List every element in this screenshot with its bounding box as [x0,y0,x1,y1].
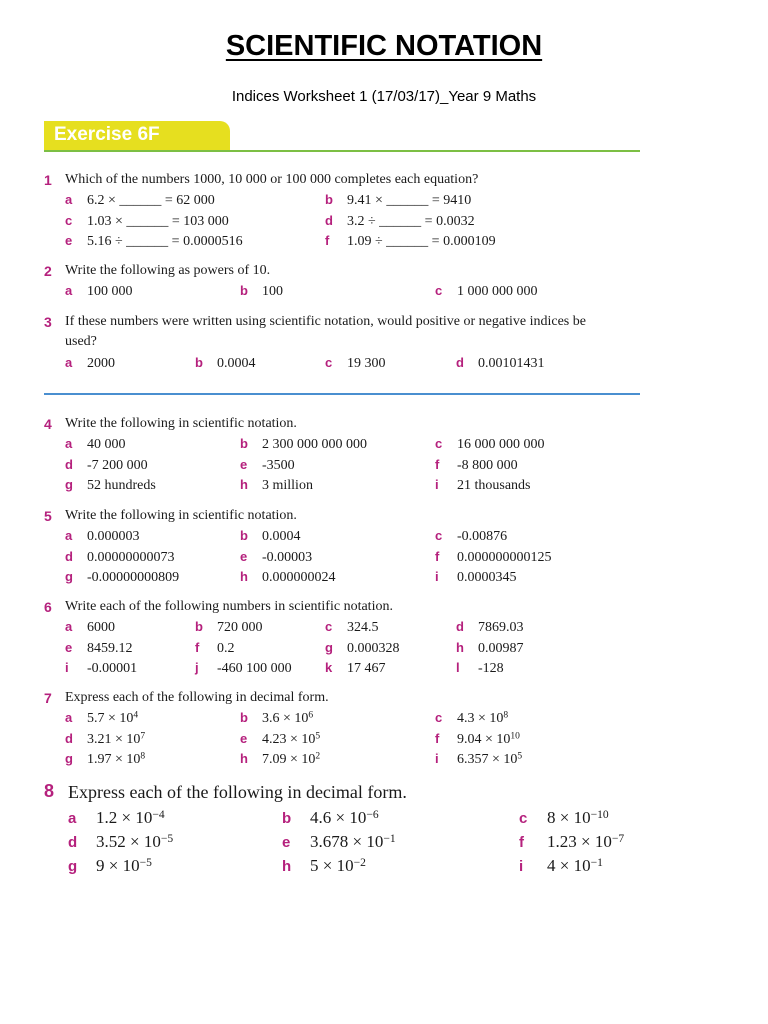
question-text: Write each of the following numbers in scientific notation. [65,599,393,614]
question-item: a 40 000 [65,436,126,452]
question-text-continued: used? [65,334,97,349]
section-divider [44,393,640,395]
question-5 [44,508,644,590]
question-item: f -8 800 000 [435,456,518,473]
question-item: b 100 [240,283,283,299]
question-text: Write the following as powers of 10. [65,263,271,278]
question-item: f $9.04 \times 10^{10}$ [435,730,520,747]
question-item: g $9 \times 10^{-5}$ [68,855,152,875]
question-item: j -460 100 000 [195,660,292,676]
question-item: f 0.2 [195,639,235,656]
question-item: e -3500 [240,456,295,473]
question-item: k 17 467 [325,660,386,676]
question-number: 7 [44,690,52,706]
question-item: a 2000 [65,354,115,371]
question-item: h 0.00987 [456,639,524,656]
question-number: 6 [44,599,52,615]
question-1 [44,172,644,254]
question-item: e $4.23 \times 10^5$ [240,730,321,747]
question-number: 4 [44,416,52,432]
question-text: Write the following in scientific notation. [65,416,297,431]
exercise-divider [44,150,640,152]
question-item: b 9.41 × ______ = 9410 [325,192,472,208]
question-item: a 0.000003 [65,528,140,544]
question-item: e 8459.12 [65,639,133,656]
question-item: f 0.000000000125 [435,548,552,565]
question-text: Express each of the following in decimal form. [68,782,407,802]
question-item: i 21 thousands [435,477,531,493]
question-item: i 0.0000345 [435,569,517,585]
question-item: a 6000 [65,619,115,635]
question-item: i $6.357 \times 10^5$ [435,751,523,767]
question-item: a 100 000 [65,283,133,299]
question-item: d $3.52 \times 10^{-5}$ [68,831,174,851]
question-text: If these numbers were written using scientific notation, would positive or negative indices be [65,314,586,329]
question-item: g 0.000328 [325,639,400,656]
question-item: c 16 000 000 000 [435,436,545,452]
question-item: d 0.00000000073 [65,548,175,565]
question-item: e 5.16 ÷ ______ = 0.0000516 [65,233,243,249]
question-item: e -0.00003 [240,548,313,565]
question-item: d 0.00101431 [456,354,545,371]
question-item: c $8 \times 10^{-10}$ [519,807,609,827]
exercise-tab [44,121,230,150]
question-item: a 6.2 × ______ = 62 000 [65,192,215,208]
question-6 [44,599,644,681]
question-item: g $1.97 \times 10^8$ [65,751,146,767]
question-item: h 3 million [240,477,313,493]
question-item: d $3.21 \times 10^7$ [65,730,146,747]
question-item: h $5 \times 10^{-2}$ [282,855,366,875]
question-item: f 1.09 ÷ ______ = 0.000109 [325,233,496,249]
question-item: c $4.3 \times 10^8$ [435,710,509,726]
question-item: b $3.6 \times 10^6$ [240,710,314,726]
question-text: Which of the numbers 1000, 10 000 or 100 000 completes each equation? [65,172,479,187]
question-item: c 1 000 000 000 [435,283,538,299]
question-item: f $1.23 \times 10^{-7}$ [519,831,625,851]
question-3 [44,314,644,375]
question-7 [44,690,644,772]
question-item: h $7.09 \times 10^2$ [240,751,321,767]
question-number: 8 [44,781,55,801]
question-4 [44,416,644,498]
question-item: b 720 000 [195,619,263,635]
question-item: i $4 \times 10^{-1}$ [519,855,603,875]
question-item: a $1.2 \times 10^{-4}$ [68,807,165,827]
question-item: d 3.2 ÷ ______ = 0.0032 [325,212,475,229]
question-item: d -7 200 000 [65,456,148,473]
question-item: g -0.00000000809 [65,569,180,585]
question-number: 2 [44,263,52,279]
question-item: b 0.0004 [240,528,301,544]
question-number: 1 [44,172,52,188]
page-subtitle: Indices Worksheet 1 (17/03/17)_Year 9 Maths [231,88,537,105]
question-item: l -128 [456,660,504,676]
question-item: d 7869.03 [456,619,524,635]
exercise-label: Exercise 6F [54,124,160,145]
question-number: 5 [44,508,52,524]
question-item: g 52 hundreds [65,477,156,493]
question-8 [44,782,644,880]
question-2 [44,263,644,304]
question-item: c 1.03 × ______ = 103 000 [65,212,229,229]
question-item: b 2 300 000 000 000 [240,436,367,452]
question-item: a $5.7 \times 10^4$ [65,710,139,726]
question-item: e $3.678 \times 10^{-1}$ [282,831,396,851]
question-item: i -0.00001 [65,660,138,676]
question-item: c -0.00876 [435,528,508,544]
question-text: Write the following in scientific notation. [65,508,297,523]
question-item: b 0.0004 [195,354,256,371]
page-title: SCIENTIFIC NOTATION [225,30,543,62]
question-item: c 19 300 [325,354,386,371]
question-number: 3 [44,314,52,330]
question-item: c 324.5 [325,619,379,635]
question-item: h 0.000000024 [240,569,336,585]
question-text: Express each of the following in decimal form. [65,690,329,705]
question-item: b $4.6 \times 10^{-6}$ [282,807,379,827]
